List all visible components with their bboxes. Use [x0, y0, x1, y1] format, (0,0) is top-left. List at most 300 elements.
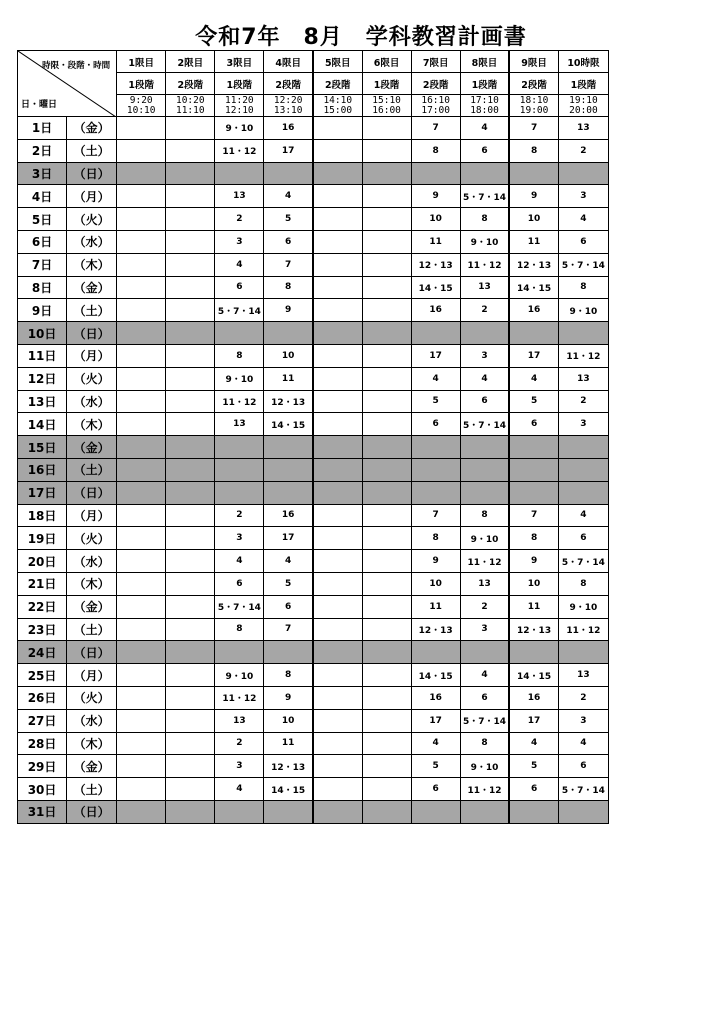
lesson-cell	[117, 367, 166, 390]
lesson-cell	[313, 732, 362, 755]
lesson-cell	[313, 709, 362, 732]
lesson-cell: 13	[215, 185, 264, 208]
lesson-cell	[460, 162, 509, 185]
lesson-cell: 11	[509, 595, 558, 618]
lesson-cell	[558, 322, 608, 345]
lesson-cell	[362, 664, 411, 687]
schedule-table	[17, 50, 609, 824]
lesson-cell	[362, 572, 411, 595]
weekday-cell: （火）	[67, 367, 117, 390]
lesson-cell	[313, 299, 362, 322]
lesson-cell: 5・7・14	[558, 550, 608, 573]
lesson-cell: 9・10	[460, 527, 509, 550]
lesson-cell	[313, 185, 362, 208]
lesson-cell	[362, 299, 411, 322]
lesson-cell	[166, 299, 215, 322]
weekday-cell: （木）	[67, 572, 117, 595]
lesson-cell: 8	[460, 208, 509, 231]
lesson-cell	[117, 800, 166, 823]
lesson-cell	[117, 595, 166, 618]
lesson-cell: 4	[558, 504, 608, 527]
lesson-cell	[117, 664, 166, 687]
lesson-cell: 8	[509, 527, 558, 550]
lesson-cell: 8	[215, 344, 264, 367]
day-cell: 5日	[18, 208, 67, 231]
lesson-cell	[117, 458, 166, 481]
lesson-cell: 11・12	[460, 550, 509, 573]
lesson-cell	[264, 481, 313, 504]
lesson-cell: 17	[509, 344, 558, 367]
lesson-cell	[215, 641, 264, 664]
lesson-cell	[166, 572, 215, 595]
lesson-cell	[117, 572, 166, 595]
lesson-cell	[166, 618, 215, 641]
time-header-cell	[362, 95, 411, 117]
lesson-cell	[509, 481, 558, 504]
lesson-cell	[215, 481, 264, 504]
lesson-cell: 4	[460, 117, 509, 140]
day-cell: 4日	[18, 185, 67, 208]
lesson-cell: 16	[264, 504, 313, 527]
lesson-cell	[460, 800, 509, 823]
day-cell: 25日	[18, 664, 67, 687]
day-row	[18, 732, 609, 755]
lesson-cell: 5・7・14	[558, 778, 608, 801]
lesson-cell	[362, 527, 411, 550]
lesson-cell	[362, 162, 411, 185]
lesson-cell: 10	[411, 572, 460, 595]
lesson-cell	[411, 481, 460, 504]
lesson-cell: 14・15	[411, 276, 460, 299]
lesson-cell: 6	[411, 778, 460, 801]
lesson-cell: 3	[460, 618, 509, 641]
lesson-cell	[117, 322, 166, 345]
weekday-cell: （金）	[67, 276, 117, 299]
lesson-cell: 6	[411, 413, 460, 436]
day-row	[18, 322, 609, 345]
day-row	[18, 276, 609, 299]
lesson-cell: 8	[558, 276, 608, 299]
day-row	[18, 572, 609, 595]
time-header-cell	[558, 95, 608, 117]
lesson-cell: 16	[411, 299, 460, 322]
lesson-cell	[509, 436, 558, 459]
weekday-cell: （火）	[67, 686, 117, 709]
lesson-cell	[362, 458, 411, 481]
lesson-cell	[362, 686, 411, 709]
lesson-cell	[166, 185, 215, 208]
day-row	[18, 778, 609, 801]
lesson-cell	[558, 481, 608, 504]
lesson-cell: 7	[509, 117, 558, 140]
lesson-cell	[509, 162, 558, 185]
day-row	[18, 185, 609, 208]
lesson-cell: 5	[264, 572, 313, 595]
lesson-cell	[264, 458, 313, 481]
period-header-cell: 3限目	[215, 51, 264, 73]
lesson-cell	[313, 413, 362, 436]
lesson-cell: 3	[558, 185, 608, 208]
lesson-cell: 17	[411, 709, 460, 732]
period-header-cell: 9限目	[509, 51, 558, 73]
lesson-cell	[313, 481, 362, 504]
lesson-cell	[558, 162, 608, 185]
stage-header-cell: 2段階	[411, 73, 460, 95]
weekday-cell: （日）	[67, 162, 117, 185]
time-start: 15:10	[372, 94, 401, 106]
lesson-cell	[509, 322, 558, 345]
lesson-cell: 6	[215, 276, 264, 299]
lesson-cell	[313, 458, 362, 481]
lesson-cell	[362, 436, 411, 459]
lesson-cell	[362, 732, 411, 755]
page-title: 令和7年 8月 学科教習計画書	[195, 25, 527, 50]
lesson-cell: 5・7・14	[558, 253, 608, 276]
lesson-cell	[313, 322, 362, 345]
time-start: 18:10	[519, 94, 549, 106]
lesson-cell	[313, 436, 362, 459]
lesson-cell	[313, 139, 362, 162]
day-cell: 10日	[18, 322, 67, 345]
day-row	[18, 458, 609, 481]
lesson-cell: 8	[264, 276, 313, 299]
weekday-cell: （日）	[67, 322, 117, 345]
lesson-cell	[411, 641, 460, 664]
time-header-cell	[509, 95, 558, 117]
lesson-cell	[166, 436, 215, 459]
lesson-cell: 4	[215, 253, 264, 276]
lesson-cell	[166, 276, 215, 299]
time-end: 10:10	[126, 104, 156, 116]
lesson-cell: 16	[509, 686, 558, 709]
lesson-cell	[166, 322, 215, 345]
lesson-cell: 9・10	[558, 299, 608, 322]
lesson-cell: 11	[411, 595, 460, 618]
day-row	[18, 618, 609, 641]
time-end: 20:00	[569, 104, 598, 116]
lesson-cell: 8	[460, 732, 509, 755]
time-start: 17:10	[470, 94, 499, 106]
day-cell: 8日	[18, 276, 67, 299]
lesson-cell	[166, 162, 215, 185]
lesson-cell	[264, 162, 313, 185]
lesson-cell	[117, 390, 166, 413]
lesson-cell: 17	[411, 344, 460, 367]
lesson-cell: 9・10	[460, 230, 509, 253]
lesson-cell	[117, 778, 166, 801]
stage-header-cell: 2段階	[509, 73, 558, 95]
time-end: 16:00	[372, 104, 401, 116]
lesson-cell: 5	[509, 390, 558, 413]
lesson-cell: 8	[460, 504, 509, 527]
lesson-cell	[313, 664, 362, 687]
day-cell: 24日	[18, 641, 67, 664]
lesson-cell: 9・10	[558, 595, 608, 618]
lesson-cell: 4	[460, 367, 509, 390]
day-cell: 6日	[18, 230, 67, 253]
lesson-cell	[362, 390, 411, 413]
day-row	[18, 686, 609, 709]
stage-header-cell: 1段階	[460, 73, 509, 95]
day-row	[18, 527, 609, 550]
lesson-cell	[215, 322, 264, 345]
lesson-cell: 17	[509, 709, 558, 732]
day-cell: 14日	[18, 413, 67, 436]
lesson-cell: 11・12	[558, 344, 608, 367]
lesson-cell	[117, 641, 166, 664]
lesson-cell: 11	[264, 367, 313, 390]
time-start: 14:10	[323, 94, 353, 106]
lesson-cell	[411, 458, 460, 481]
lesson-cell	[460, 322, 509, 345]
lesson-cell: 9・10	[215, 367, 264, 390]
lesson-cell: 10	[264, 344, 313, 367]
day-row	[18, 139, 609, 162]
day-row	[18, 800, 609, 823]
lesson-cell: 14・15	[509, 664, 558, 687]
period-header-cell: 8限目	[460, 51, 509, 73]
lesson-cell: 4	[411, 367, 460, 390]
stage-header-cell: 2段階	[166, 73, 215, 95]
stage-header-cell: 2段階	[264, 73, 313, 95]
day-cell: 13日	[18, 390, 67, 413]
lesson-cell: 5・7・14	[215, 299, 264, 322]
period-header-cell: 5限目	[313, 51, 362, 73]
lesson-cell	[117, 618, 166, 641]
lesson-cell: 9	[509, 185, 558, 208]
lesson-cell: 9	[264, 299, 313, 322]
lesson-cell: 6	[215, 572, 264, 595]
day-cell: 18日	[18, 504, 67, 527]
lesson-cell	[264, 322, 313, 345]
time-start: 10:20	[175, 94, 205, 106]
lesson-cell	[411, 322, 460, 345]
lesson-cell: 3	[558, 709, 608, 732]
lesson-cell: 13	[460, 572, 509, 595]
lesson-cell	[362, 481, 411, 504]
lesson-cell	[166, 641, 215, 664]
day-cell: 20日	[18, 550, 67, 573]
lesson-cell	[117, 344, 166, 367]
lesson-cell: 3	[215, 527, 264, 550]
lesson-cell: 16	[411, 686, 460, 709]
time-start: 9:20	[129, 94, 153, 106]
lesson-cell	[362, 185, 411, 208]
day-cell: 1日	[18, 117, 67, 140]
day-row	[18, 595, 609, 618]
lesson-cell: 14・15	[411, 664, 460, 687]
lesson-cell	[215, 436, 264, 459]
time-header-cell	[460, 95, 509, 117]
lesson-cell: 9	[264, 686, 313, 709]
weekday-cell: （日）	[67, 641, 117, 664]
lesson-cell: 12・13	[509, 618, 558, 641]
weekday-cell: （金）	[67, 117, 117, 140]
lesson-cell	[362, 344, 411, 367]
lesson-cell: 7	[264, 253, 313, 276]
lesson-cell: 4	[558, 208, 608, 231]
lesson-cell	[313, 504, 362, 527]
weekday-cell: （土）	[67, 618, 117, 641]
day-row	[18, 299, 609, 322]
lesson-cell: 16	[264, 117, 313, 140]
day-row	[18, 344, 609, 367]
lesson-cell: 2	[558, 390, 608, 413]
lesson-cell: 10	[411, 208, 460, 231]
lesson-cell	[509, 458, 558, 481]
lesson-cell: 9・10	[215, 664, 264, 687]
lesson-cell	[362, 253, 411, 276]
lesson-cell: 7	[411, 117, 460, 140]
lesson-cell	[509, 641, 558, 664]
lesson-cell: 6	[558, 755, 608, 778]
lesson-cell: 3	[215, 230, 264, 253]
stage-header-cell: 1段階	[117, 73, 166, 95]
lesson-cell	[313, 641, 362, 664]
lesson-cell: 13	[558, 664, 608, 687]
lesson-cell: 13	[215, 709, 264, 732]
lesson-cell	[313, 162, 362, 185]
lesson-cell: 5	[264, 208, 313, 231]
lesson-cell	[313, 344, 362, 367]
lesson-cell: 4	[264, 550, 313, 573]
day-cell: 30日	[18, 778, 67, 801]
weekday-cell: （水）	[67, 709, 117, 732]
lesson-cell	[362, 276, 411, 299]
weekday-cell: （水）	[67, 230, 117, 253]
lesson-cell	[313, 117, 362, 140]
day-row	[18, 253, 609, 276]
lesson-cell: 11・12	[215, 139, 264, 162]
lesson-cell: 4	[215, 778, 264, 801]
lesson-cell	[166, 800, 215, 823]
day-cell: 16日	[18, 458, 67, 481]
lesson-cell	[215, 800, 264, 823]
time-end: 17:00	[421, 104, 450, 116]
time-header-cell	[117, 95, 166, 117]
time-end: 19:00	[519, 104, 549, 116]
lesson-cell	[166, 458, 215, 481]
time-end: 12:10	[225, 104, 254, 116]
corner-bottom-label: 日・曜日	[21, 100, 58, 110]
lesson-cell: 11	[509, 230, 558, 253]
lesson-cell: 6	[460, 139, 509, 162]
stage-header-cell: 1段階	[215, 73, 264, 95]
weekday-cell: （木）	[67, 732, 117, 755]
lesson-cell	[117, 276, 166, 299]
weekday-cell: （木）	[67, 413, 117, 436]
lesson-cell: 14・15	[509, 276, 558, 299]
lesson-cell	[313, 755, 362, 778]
lesson-cell: 2	[558, 139, 608, 162]
lesson-cell: 4	[460, 664, 509, 687]
lesson-cell	[558, 800, 608, 823]
lesson-cell	[362, 117, 411, 140]
lesson-cell: 6	[558, 527, 608, 550]
weekday-cell: （月）	[67, 664, 117, 687]
lesson-cell: 6	[264, 595, 313, 618]
lesson-cell	[117, 550, 166, 573]
corner-header-cell	[18, 51, 117, 117]
weekday-cell: （月）	[67, 344, 117, 367]
day-cell: 28日	[18, 732, 67, 755]
lesson-cell	[460, 436, 509, 459]
lesson-cell: 8	[411, 139, 460, 162]
day-cell: 12日	[18, 367, 67, 390]
lesson-cell	[411, 436, 460, 459]
lesson-cell: 9	[509, 550, 558, 573]
period-header-cell: 4限目	[264, 51, 313, 73]
lesson-cell: 6	[509, 413, 558, 436]
day-cell: 29日	[18, 755, 67, 778]
time-header-cell	[166, 95, 215, 117]
period-header-cell: 6限目	[362, 51, 411, 73]
lesson-cell	[166, 755, 215, 778]
lesson-cell	[117, 117, 166, 140]
lesson-cell	[117, 527, 166, 550]
day-row	[18, 367, 609, 390]
day-cell: 2日	[18, 139, 67, 162]
lesson-cell: 12・13	[264, 755, 313, 778]
lesson-cell	[509, 800, 558, 823]
lesson-cell: 5・7・14	[460, 185, 509, 208]
lesson-cell: 7	[264, 618, 313, 641]
day-cell: 3日	[18, 162, 67, 185]
lesson-cell: 17	[264, 527, 313, 550]
day-row	[18, 230, 609, 253]
lesson-cell	[313, 390, 362, 413]
lesson-cell: 12・13	[411, 618, 460, 641]
lesson-cell: 5・7・14	[460, 413, 509, 436]
lesson-cell: 6	[460, 686, 509, 709]
lesson-cell	[313, 778, 362, 801]
lesson-cell	[117, 436, 166, 459]
weekday-cell: （金）	[67, 755, 117, 778]
day-cell: 11日	[18, 344, 67, 367]
day-cell: 31日	[18, 800, 67, 823]
day-row	[18, 390, 609, 413]
lesson-cell: 2	[215, 504, 264, 527]
lesson-cell: 5	[509, 755, 558, 778]
weekday-cell: （土）	[67, 778, 117, 801]
lesson-cell	[117, 185, 166, 208]
day-row	[18, 162, 609, 185]
weekday-cell: （月）	[67, 185, 117, 208]
lesson-cell	[166, 550, 215, 573]
lesson-cell: 5	[411, 390, 460, 413]
time-header-cell	[215, 95, 264, 117]
lesson-cell	[117, 413, 166, 436]
lesson-cell	[362, 755, 411, 778]
time-start: 11:20	[225, 94, 254, 106]
lesson-cell: 6	[460, 390, 509, 413]
lesson-cell	[117, 253, 166, 276]
lesson-cell: 10	[509, 208, 558, 231]
time-header-cell	[411, 95, 460, 117]
stage-header-cell: 1段階	[362, 73, 411, 95]
day-cell: 19日	[18, 527, 67, 550]
time-end: 15:00	[323, 104, 353, 116]
lesson-cell	[362, 367, 411, 390]
weekday-cell: （火）	[67, 208, 117, 231]
day-cell: 9日	[18, 299, 67, 322]
lesson-cell: 4	[411, 732, 460, 755]
lesson-cell	[313, 572, 362, 595]
time-end: 13:10	[273, 104, 303, 116]
lesson-cell	[166, 527, 215, 550]
lesson-cell: 13	[558, 367, 608, 390]
weekday-cell: （金）	[67, 436, 117, 459]
